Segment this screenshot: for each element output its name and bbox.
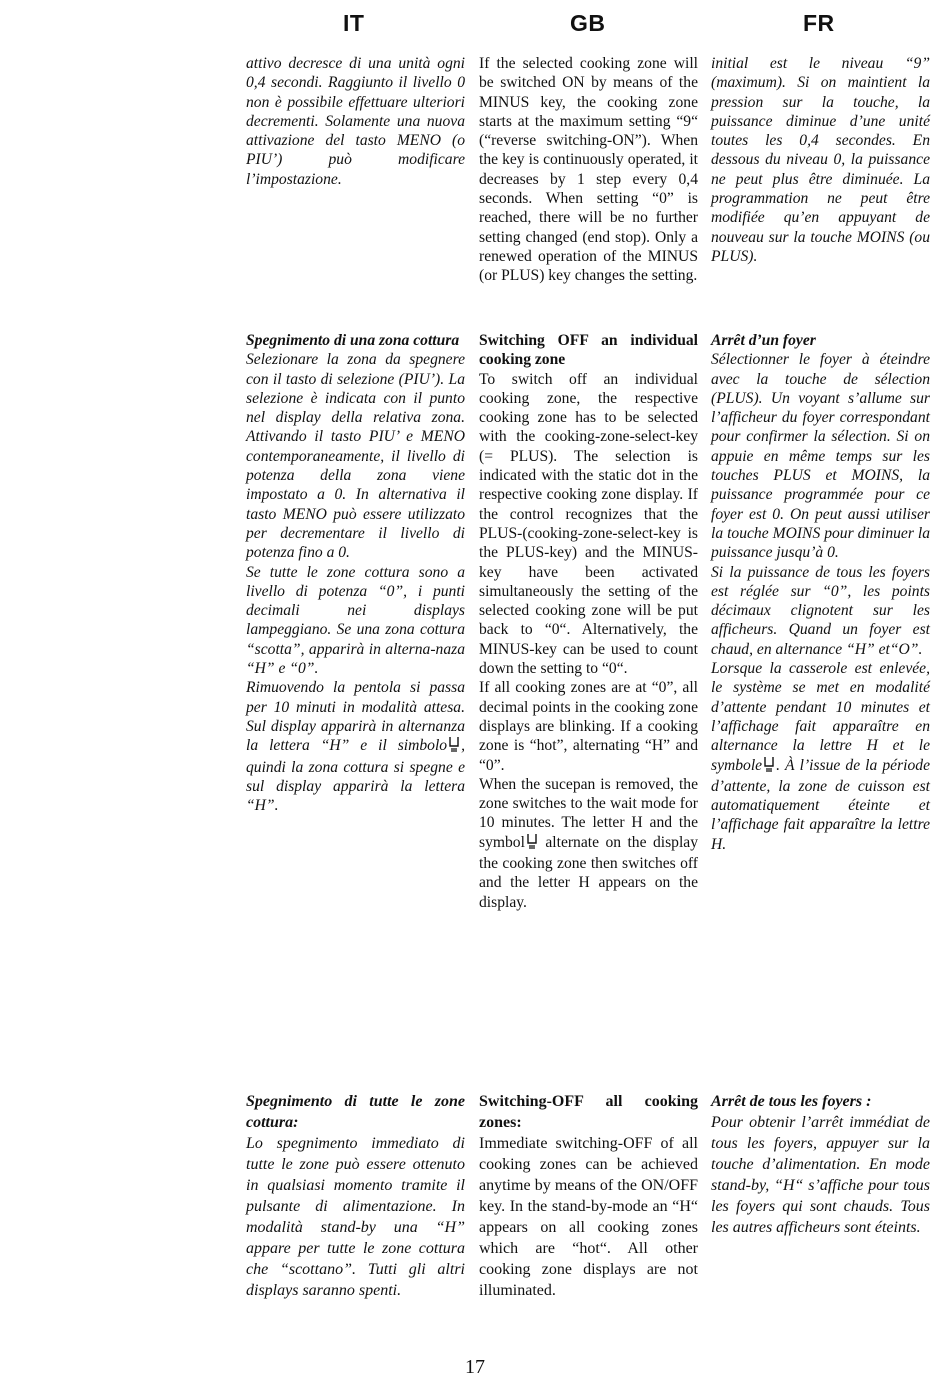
it-switch-off-paragraph-2: Se tutte le zone cottura sono a livello di potenza “0”, i punti decimali nei displays lampeggiano. Se una zona cottura “scotta”, apparirà in alterna-naza “H” e “0”. bbox=[246, 563, 465, 678]
fr-switch-off-zone-heading: Arrêt d’un foyer bbox=[711, 332, 816, 349]
pan-standby-symbol-icon bbox=[527, 833, 537, 854]
fr-switch-off-all-heading: Arrêt de tous les foyers : bbox=[711, 1093, 872, 1110]
it-switch-off-all-paragraph: Lo spegnimento immediato di tutte le zone può essere ottenuto in qualsiasi momento tramite il pulsante di alimentazione. In modalità stand-by una “H” appare per tutte le zone cottura che “scottano”. Tutti gli altri displays saranno spenti. bbox=[246, 1135, 465, 1299]
pan-standby-symbol-icon bbox=[764, 756, 774, 777]
fr-switch-off-paragraph-1: Sélectionner le foyer à éteindre avec la touche de sélection (PLUS). Un voyant s’allume sur l’afficheur du foyer correspondant pour confirmer la sélection. Si on appuie en même temps sur les touches PLUS et MOINS, la puissance programmée pour ce foyer est 0. On peut aussi utiliser la touche MOINS pour diminuer la puissance jusqu’à 0. bbox=[711, 351, 930, 562]
it-section-3 bbox=[246, 1091, 465, 1301]
fr-p3-start: Lorsque la casserole est enlevée, le système se met en modalité d’attente pendant 10 minutes et l’affichage fait apparaître en alternance la lettre H et le symbole bbox=[711, 660, 930, 774]
header-it: IT bbox=[343, 10, 365, 36]
it-p3-end: , quindi la zona cottura si spegne e sul display apparirà la lettera “H”. bbox=[246, 737, 465, 815]
it-switch-off-zone-heading: Spegnimento di una zona cottura bbox=[246, 332, 460, 349]
it-section-1 bbox=[246, 54, 465, 189]
gb-switch-off-all-paragraph: Immediate switching-OFF of all cooking zones can be achieved anytime by means of the ON/OFF key. In the stand-by-mode an “H“ appears on all cooking zones which are “hot“. All other cooking zone displays are not illuminated. bbox=[479, 1135, 698, 1299]
gb-intro-paragraph: If the selected cooking zone will be switched ON by means of the MINUS key, the cooking zone starts at the maximum setting “9“ (“reverse switching-ON”). When the key is continuously operated, it decreases by 1 step every 0,4 seconds. When setting “0” is reached, there will be no further setting changed (end stop). Only a renewed operation of the MINUS (or PLUS) key changes the setting. bbox=[479, 55, 698, 285]
gb-switch-off-paragraph-2: If all cooking zones are at “0”, all decimal points in the cooking zone displays are blinking. If a cooking zone is “hot”, alternating “H” and “0”. bbox=[479, 679, 698, 774]
it-intro-paragraph: attivo decresce di una unità ogni 0,4 secondi. Raggiunto il livello 0 non è possibile effettuare ulteriori decrementi. Solamente una nuova attivazione del tasto MENO (o PIU’) può modificare l’impostazione. bbox=[246, 55, 465, 188]
header-fr: FR bbox=[803, 10, 835, 36]
gb-section-1 bbox=[479, 54, 698, 286]
fr-switch-off-paragraph-2: Si la puissance de tous les foyers est réglée sur “0”, les points décimaux clignotent sur les afficheurs. Quand un foyer est chaud, en alternance “H” et“O”. bbox=[711, 563, 930, 658]
fr-section-3 bbox=[711, 1091, 930, 1238]
fr-switch-off-paragraph-3 bbox=[711, 659, 930, 854]
fr-section-2 bbox=[711, 331, 930, 854]
gb-section-2 bbox=[479, 331, 698, 912]
it-switch-off-paragraph-3 bbox=[246, 678, 465, 815]
fr-intro-paragraph: initial est le niveau “9” (maximum). Si on maintient la pression sur la touche, la puissance diminue d’une unité toutes les 0,4 secondes. En dessous du niveau 0, la puissance ne peut plus être diminuée. La programmation ne peut être modifiée qu’en appuyant de nouveau sur la touche MOINS (ou PLUS). bbox=[711, 55, 930, 265]
gb-switch-off-paragraph-3 bbox=[479, 775, 698, 912]
it-section-2 bbox=[246, 331, 465, 815]
gb-switch-off-all-heading: Switching-OFF all cooking zones: bbox=[479, 1093, 698, 1131]
fr-p3-end: . À l’issue de la période d’attente, la zone de cuisson est automatiquement éteinte et l’affichage fait apparaître la lettre H. bbox=[711, 756, 930, 853]
pan-standby-symbol-icon bbox=[449, 736, 459, 757]
gb-section-3 bbox=[479, 1091, 698, 1301]
gb-p3-start: When the sucepan is removed, the zone switches to the wait mode for 10 minutes. The letter H and the symbol bbox=[479, 775, 698, 851]
fr-switch-off-all-paragraph: Pour obtenir l’arrêt immédiat de tous les foyers, appuyer sur la touche d’alimentation. En mode stand-by, “H“ s’affiche pour tous les foyers qui sont chauds. Tous les autres afficheurs sont éteints. bbox=[711, 1114, 930, 1236]
gb-switch-off-paragraph-1: To switch off an individual cooking zone, the respective cooking zone has to be selected with the cooking-zone-select-key (= PLUS). The selection is indicated with the static dot in the respective cooking zone display. If the control recognizes that the PLUS-(cooking-zone-select-key is the PLUS-key) and the MINUS-key have been activated simultaneously the setting of the selected cooking zone will be put back to “0“. Alternatively, the MINUS-key can be used to count down the setting to “0“. bbox=[479, 370, 698, 678]
gb-switch-off-zone-heading: Switching OFF an individual cooking zone bbox=[479, 332, 698, 369]
it-switch-off-all-heading: Spegnimento di tutte le zone cottura: bbox=[246, 1093, 465, 1131]
page-number: 17 bbox=[465, 1356, 485, 1378]
gb-p3-end: alternate on the display the cooking zone then switches off and the letter H appears on the display. bbox=[479, 833, 698, 911]
it-switch-off-paragraph-1: Selezionare la zona da spegnere con il tasto di selezione (PIU’). La selezione è indicata con il punto nel display della relativa zona. Attivando il tasto PIU’ e MENO contemporaneamente, il livello di potenza della zona viene impostato a 0. In alternativa il tasto MENO può essere utilizzato per decrementare il livello di potenza fino a 0. bbox=[246, 351, 465, 562]
it-p3-start: Rimuovendo la pentola si passa per 10 minuti in modalità attesa. Sul display apparirà in alternanza la lettera “H” e il simbolo bbox=[246, 679, 465, 755]
fr-section-1 bbox=[711, 54, 930, 266]
header-gb: GB bbox=[570, 10, 606, 36]
